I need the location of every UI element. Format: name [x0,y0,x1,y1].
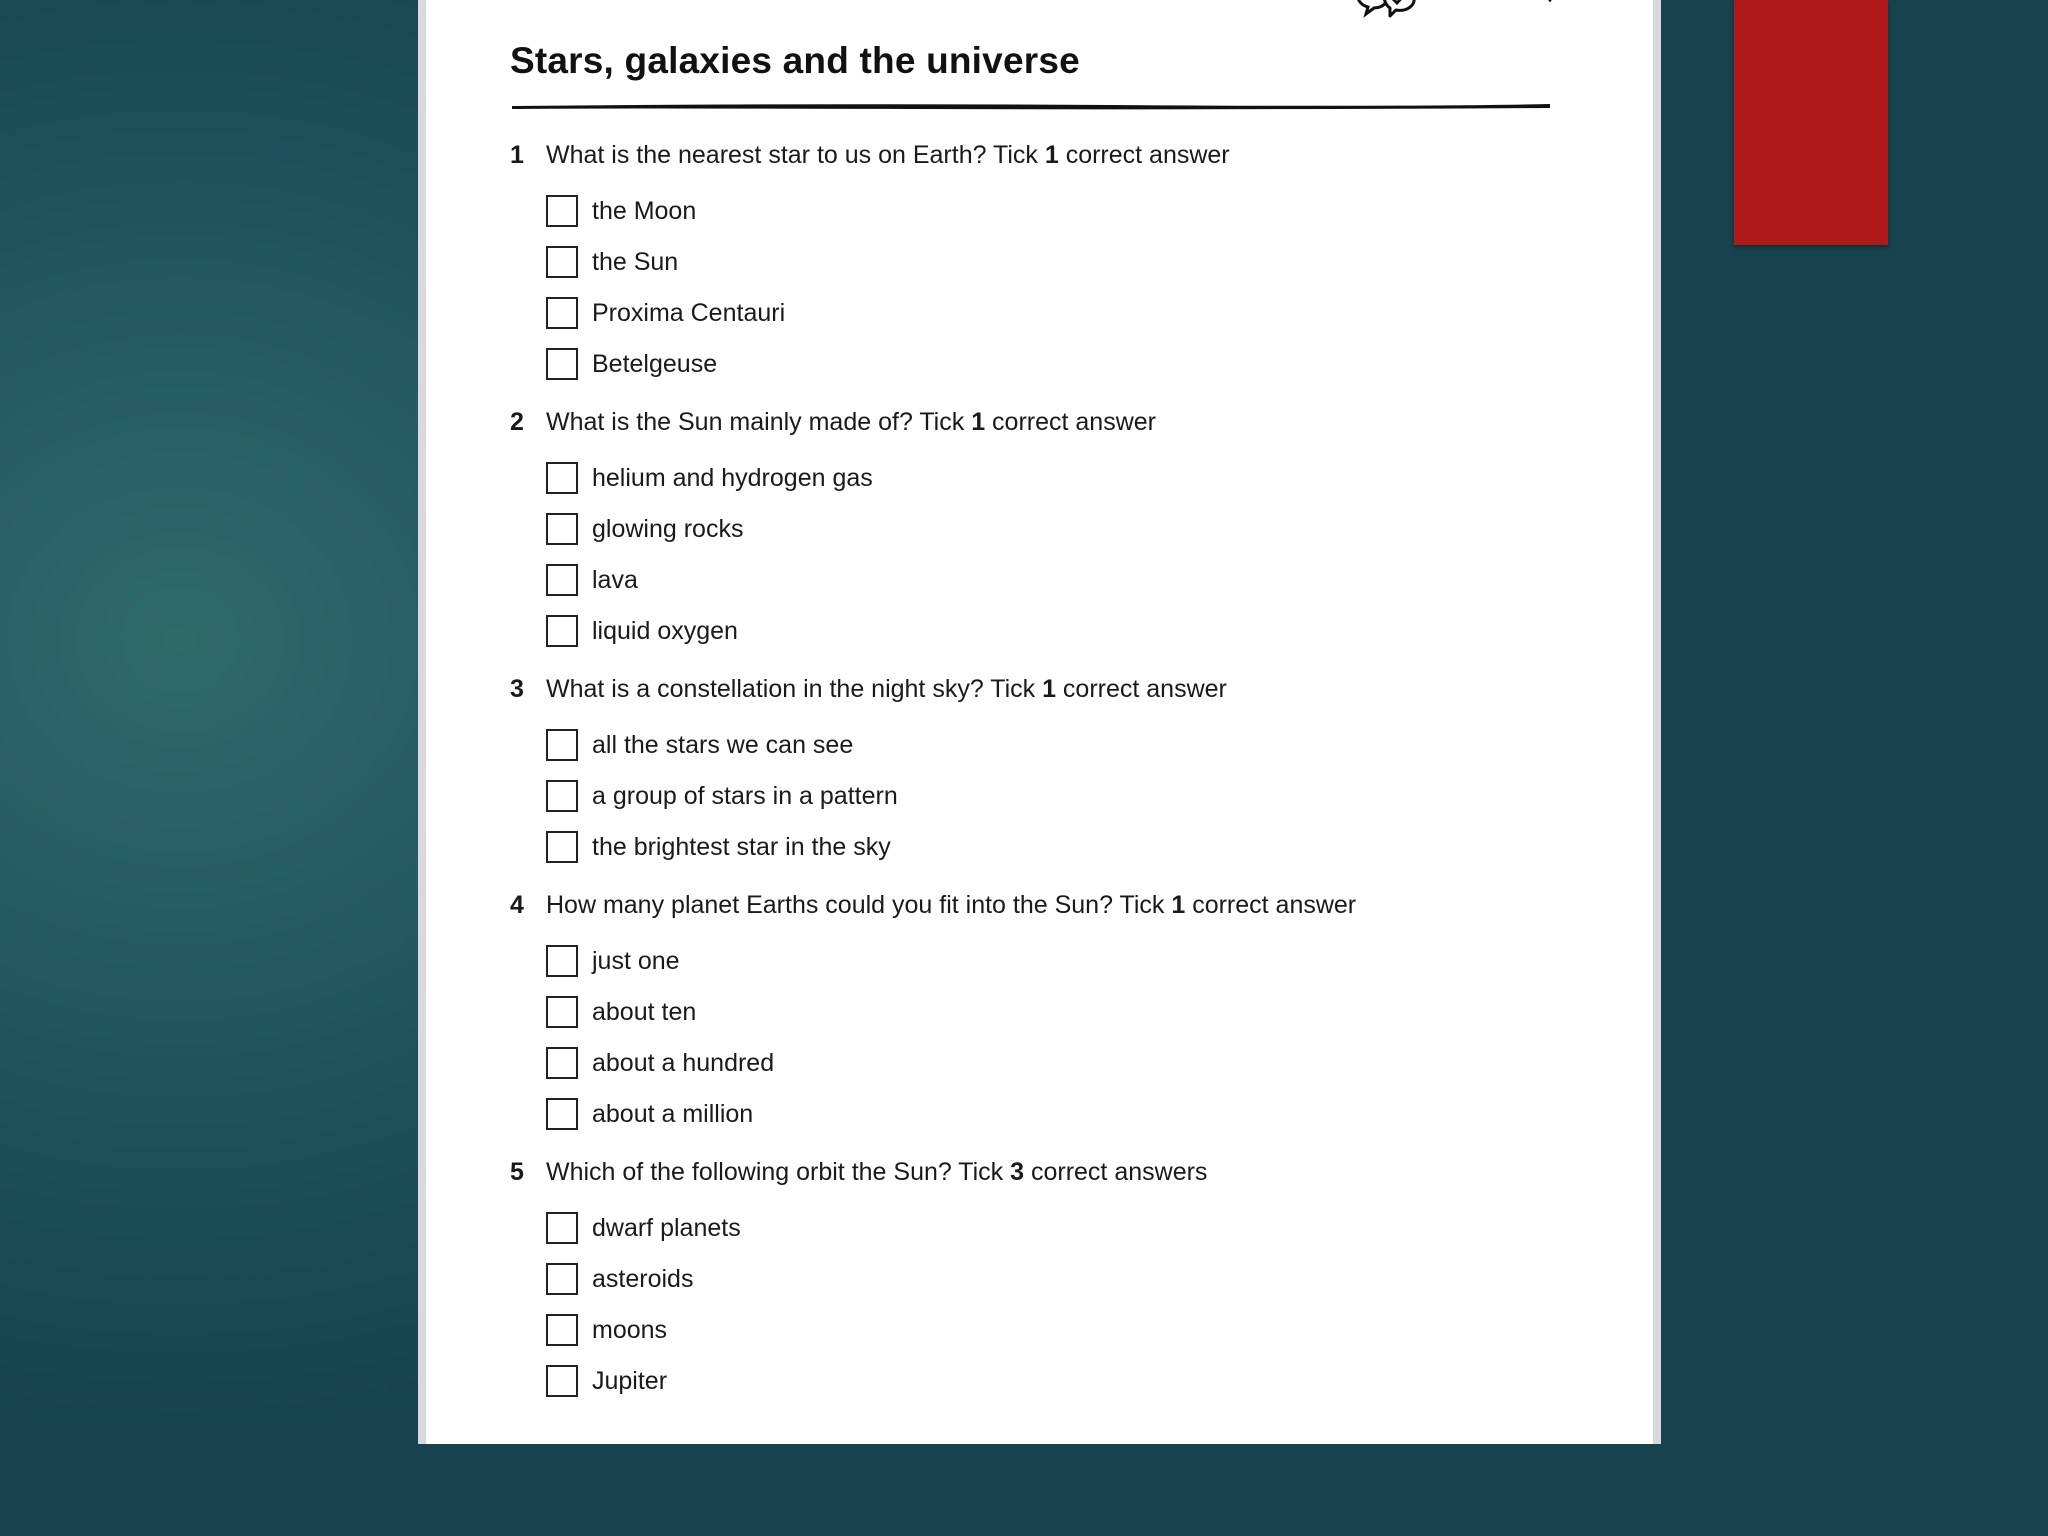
cropped-mark-icon [1544,0,1556,2]
answer-label: about a hundred [592,1048,775,1077]
question-number: 2 [510,408,524,436]
answer-label: Jupiter [592,1366,668,1395]
question-number: 4 [510,891,524,919]
question-4 [510,891,1356,920]
question-5 [510,1158,1207,1187]
worksheet-title: Stars, galaxies and the universe [510,40,1080,81]
answer-option[interactable] [546,726,853,764]
question-number: 3 [510,675,524,703]
answer-checkbox[interactable] [546,246,578,278]
answer-label: dwarf planets [592,1213,741,1242]
question-2 [510,408,1156,437]
worksheet-page [418,0,1661,1444]
answer-label: glowing rocks [592,514,744,543]
answer-checkbox[interactable] [546,780,578,812]
answer-option[interactable] [546,1209,741,1247]
answer-checkbox[interactable] [546,831,578,863]
answer-label: liquid oxygen [592,616,738,645]
answer-checkbox[interactable] [546,513,578,545]
answer-checkbox[interactable] [546,615,578,647]
answer-checkbox[interactable] [546,1098,578,1130]
answer-label: the Moon [592,196,697,225]
answer-checkbox[interactable] [546,462,578,494]
answer-label: about a million [592,1099,754,1128]
answer-option[interactable] [546,828,891,866]
red-bookmark-tab [1734,0,1888,245]
answer-option[interactable] [546,192,696,230]
answer-option[interactable] [546,1044,774,1082]
answer-label: asteroids [592,1264,694,1293]
answer-checkbox[interactable] [546,945,578,977]
answer-checkbox[interactable] [546,348,578,380]
answer-label: just one [592,946,680,975]
title-underline [510,100,1552,112]
answer-checkbox[interactable] [546,729,578,761]
answer-checkbox[interactable] [546,195,578,227]
answer-option[interactable] [546,345,717,383]
answer-option[interactable] [546,1311,667,1349]
answer-checkbox[interactable] [546,996,578,1028]
question-1 [510,141,1230,170]
question-number: 5 [510,1158,524,1186]
answer-checkbox[interactable] [546,1263,578,1295]
answer-option[interactable] [546,294,785,332]
answer-option[interactable] [546,510,743,548]
question-3 [510,675,1227,704]
answer-option[interactable] [546,1362,667,1400]
answer-option[interactable] [546,1095,753,1133]
answer-label: moons [592,1315,668,1344]
answer-checkbox[interactable] [546,1212,578,1244]
question-text: What is the nearest star to us on Earth? Tick 1 correct answer [546,141,1230,169]
answer-label: all the stars we can see [592,730,854,759]
answer-label: Betelgeuse [592,349,718,378]
question-text: Which of the following orbit the Sun? Tick 3 correct answers [546,1158,1208,1186]
answer-checkbox[interactable] [546,297,578,329]
answer-label: the brightest star in the sky [592,832,891,861]
answer-option[interactable] [546,1260,693,1298]
answer-label: helium and hydrogen gas [592,463,873,492]
question-number: 1 [510,141,524,169]
answer-option[interactable] [546,993,696,1031]
answer-checkbox[interactable] [546,1047,578,1079]
question-text: How many planet Earths could you fit into the Sun? Tick 1 correct answer [546,891,1357,919]
question-text: What is the Sun mainly made of? Tick 1 correct answer [546,408,1156,436]
answer-checkbox[interactable] [546,564,578,596]
answer-option[interactable] [546,942,680,980]
answer-label: lava [592,565,638,594]
answer-option[interactable] [546,243,678,281]
answer-label: the Sun [592,247,679,276]
answer-option[interactable] [546,777,898,815]
answer-option[interactable] [546,612,738,650]
answer-checkbox[interactable] [546,1314,578,1346]
answer-checkbox[interactable] [546,1365,578,1397]
answer-label: a group of stars in a pattern [592,781,898,810]
speech-bubbles-icon [1350,0,1430,26]
answer-option[interactable] [546,459,873,497]
answer-label: Proxima Centauri [592,298,786,327]
answer-label: about ten [592,997,697,1026]
question-text: What is a constellation in the night sky? Tick 1 correct answer [546,675,1227,703]
answer-option[interactable] [546,561,638,599]
